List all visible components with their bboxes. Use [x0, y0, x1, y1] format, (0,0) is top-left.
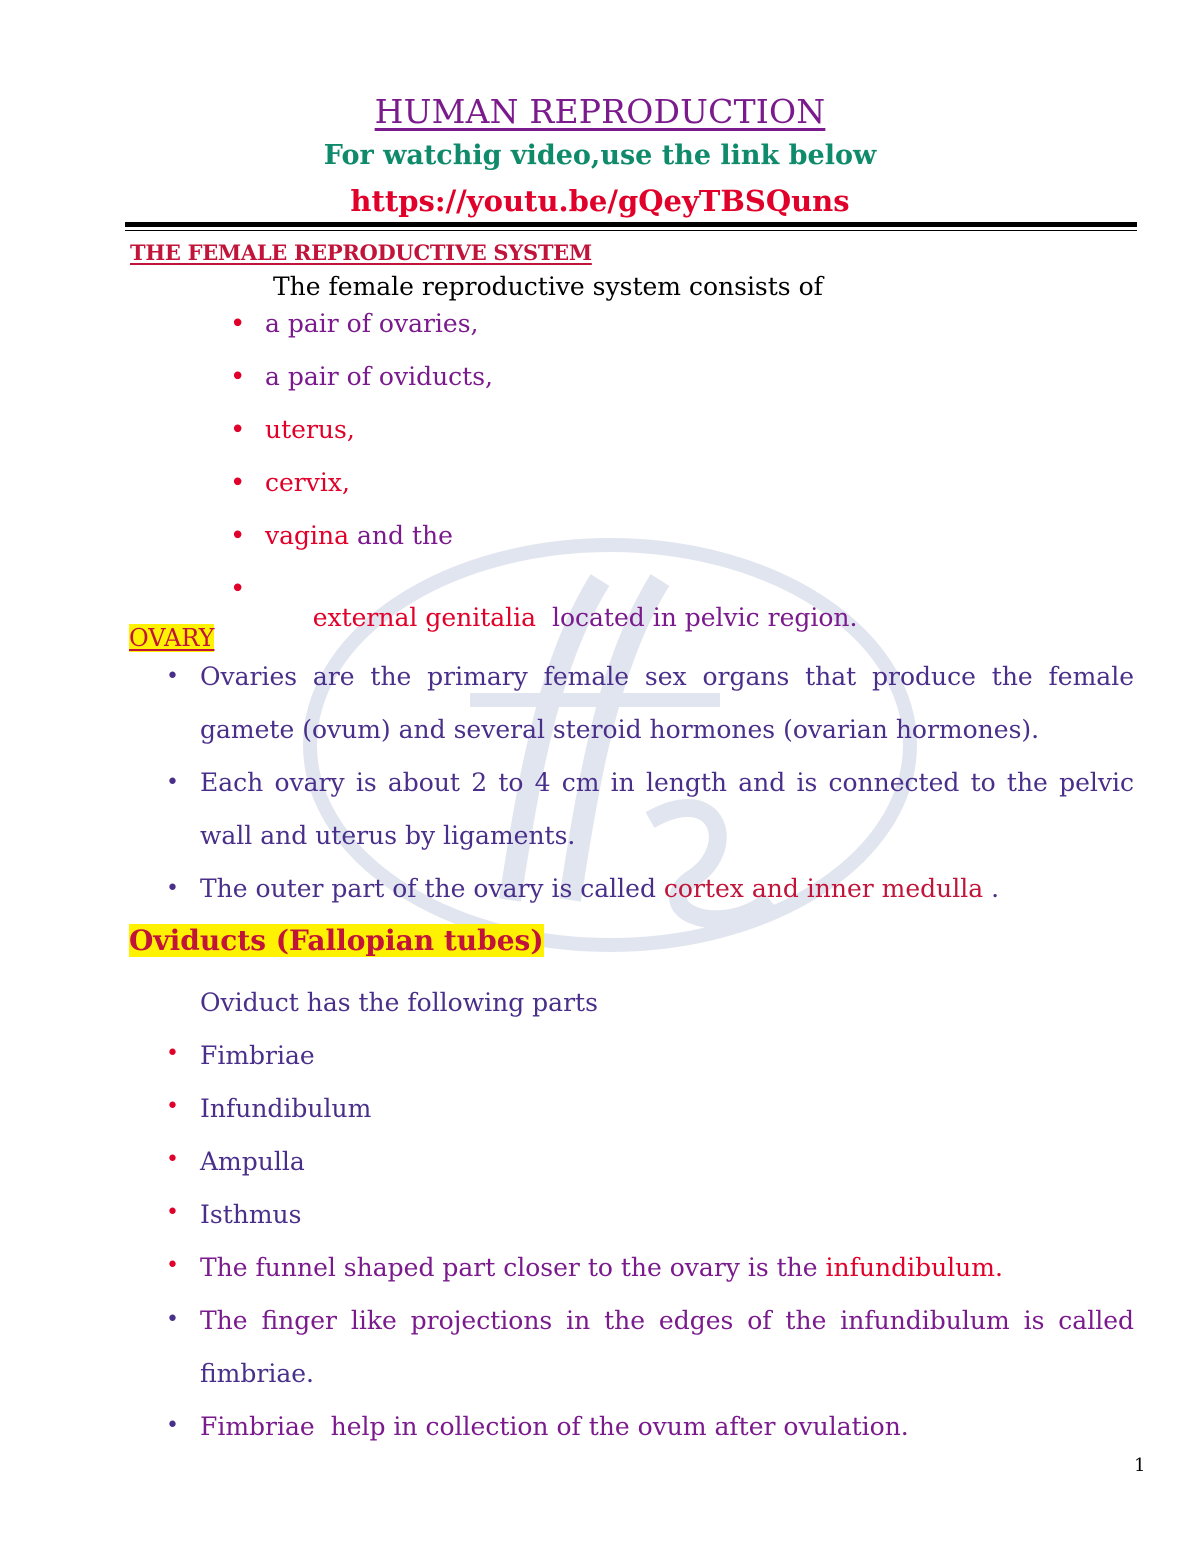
list-item: a pair of ovaries,: [265, 309, 479, 338]
oviduct-part: Infundibulum: [200, 1094, 372, 1123]
oviduct-sentence-2-line-1: The finger like projections in the edges of the infundibulum is called: [200, 1306, 1134, 1335]
ovary-paragraph-1-line-1: Ovaries are the primary female sex organs that produce the female: [200, 662, 1134, 691]
bullet-icon: •: [230, 521, 246, 551]
list-item: a pair of oviducts,: [265, 362, 494, 391]
oviduct-part: Ampulla: [200, 1147, 305, 1176]
oviduct-part: Isthmus: [200, 1200, 302, 1229]
ovary-paragraph-2-line-2: wall and uterus by ligaments.: [200, 821, 576, 850]
bullet-icon: •: [230, 574, 246, 604]
bullet-icon: •: [166, 1041, 179, 1066]
bullet-icon: •: [166, 1307, 179, 1332]
video-instruction: For watchig video,use the link below: [323, 140, 877, 171]
page-number: 1: [1134, 1455, 1146, 1476]
ovary-paragraph-2-line-1: Each ovary is about 2 to 4 cm in length and is connected to the pelvic: [200, 768, 1134, 797]
section-heading-ovary: OVARY: [129, 624, 215, 652]
bullet-icon: •: [230, 468, 246, 498]
female-system-intro: The female reproductive system consists of: [273, 272, 823, 301]
section-heading-oviducts: Oviducts (Fallopian tubes): [129, 924, 544, 957]
list-item: vagina and the: [265, 521, 453, 550]
bullet-icon: •: [166, 1253, 179, 1278]
bullet-icon: •: [166, 876, 179, 901]
oviduct-part: Fimbriae: [200, 1041, 315, 1070]
list-item: cervix,: [265, 468, 350, 497]
ovary-paragraph-3: The outer part of the ovary is called cortex and inner medulla .: [200, 874, 1000, 903]
header-divider-thin: [125, 230, 1137, 231]
header-divider-thick: [125, 222, 1137, 227]
bullet-icon: •: [166, 770, 179, 795]
list-item: uterus,: [265, 415, 355, 444]
bullet-icon: •: [230, 309, 246, 339]
youtube-link[interactable]: https://youtu.be/gQeyTBSQuns: [350, 184, 850, 218]
bullet-icon: •: [166, 1147, 179, 1172]
bullet-icon: •: [166, 1094, 179, 1119]
page-title: HUMAN REPRODUCTION: [374, 92, 826, 131]
oviduct-sentence-1: The funnel shaped part closer to the ovary is the infundibulum.: [200, 1253, 1003, 1282]
ovary-paragraph-1-line-2: gamete (ovum) and several steroid hormones (ovarian hormones).: [200, 715, 1040, 744]
oviduct-sentence-3: Fimbriae help in collection of the ovum after ovulation.: [200, 1412, 909, 1441]
bullet-icon: •: [166, 1200, 179, 1225]
oviducts-intro: Oviduct has the following parts: [200, 988, 598, 1017]
section-heading-female-system: THE FEMALE REPRODUCTIVE SYSTEM: [130, 240, 592, 265]
bullet-icon: •: [166, 664, 179, 689]
oviduct-sentence-2-line-2: fimbriae.: [200, 1359, 314, 1388]
bullet-icon: •: [166, 1413, 179, 1438]
bullet-icon: •: [230, 415, 246, 445]
list-item: external genitalia located in pelvic region.: [312, 603, 858, 632]
bullet-icon: •: [230, 362, 246, 392]
